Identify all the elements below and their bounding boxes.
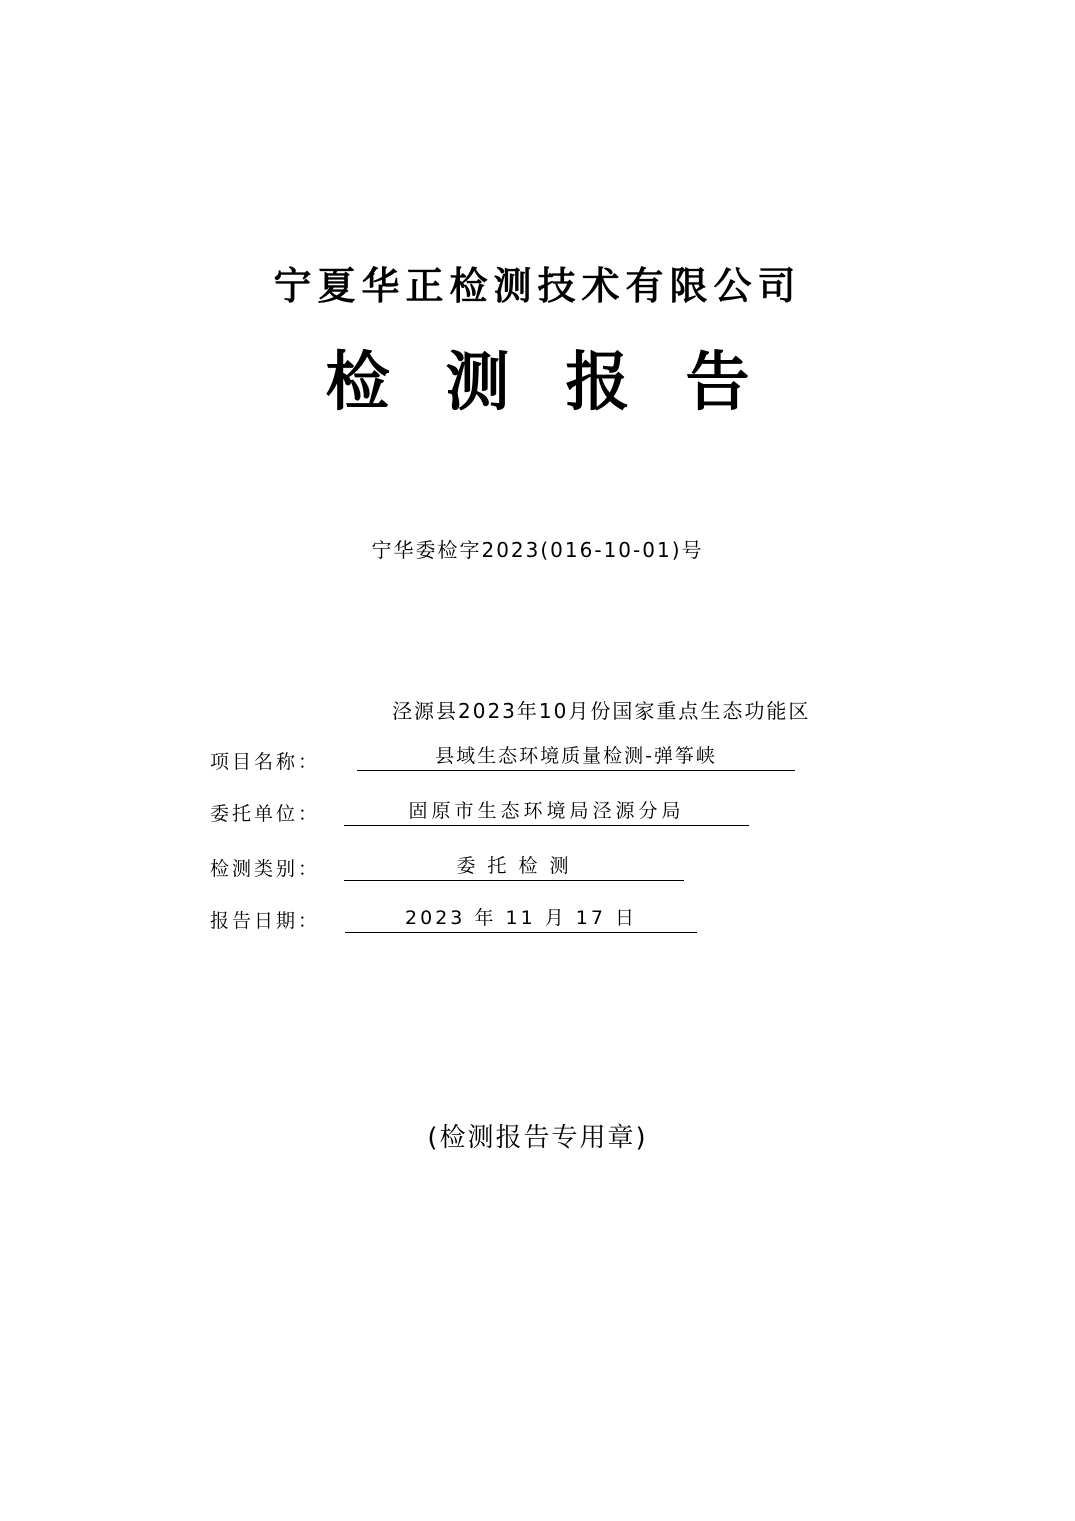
project-name-value: 县域生态环境质量检测-弹筝峡 — [357, 742, 795, 771]
title-char: 检 — [325, 345, 390, 420]
report-date-label: 报告日期： — [210, 910, 321, 932]
project-name-label: 项目名称： — [210, 751, 321, 773]
report-number: 宁华委检字2023(016-10-01)号 — [371, 538, 704, 562]
seal-text: (检测报告专用章) — [427, 1123, 648, 1153]
company-name: 宁夏华正检测技术有限公司 — [273, 263, 802, 308]
report-date-value: 2023 年 11 月 17 日 — [345, 904, 697, 933]
test-type-label: 检测类别： — [210, 858, 321, 880]
test-type-value: 委 托 检 测 — [344, 852, 684, 881]
client-label: 委托单位： — [210, 803, 321, 825]
title-char: 测 — [445, 345, 510, 420]
client-value: 固原市生态环境局泾源分局 — [344, 797, 749, 826]
title-char: 告 — [685, 345, 750, 420]
project-name-line1: 泾源县2023年10月份国家重点生态功能区 — [392, 699, 811, 723]
title-char: 报 — [565, 345, 630, 420]
report-title — [0, 340, 1075, 426]
